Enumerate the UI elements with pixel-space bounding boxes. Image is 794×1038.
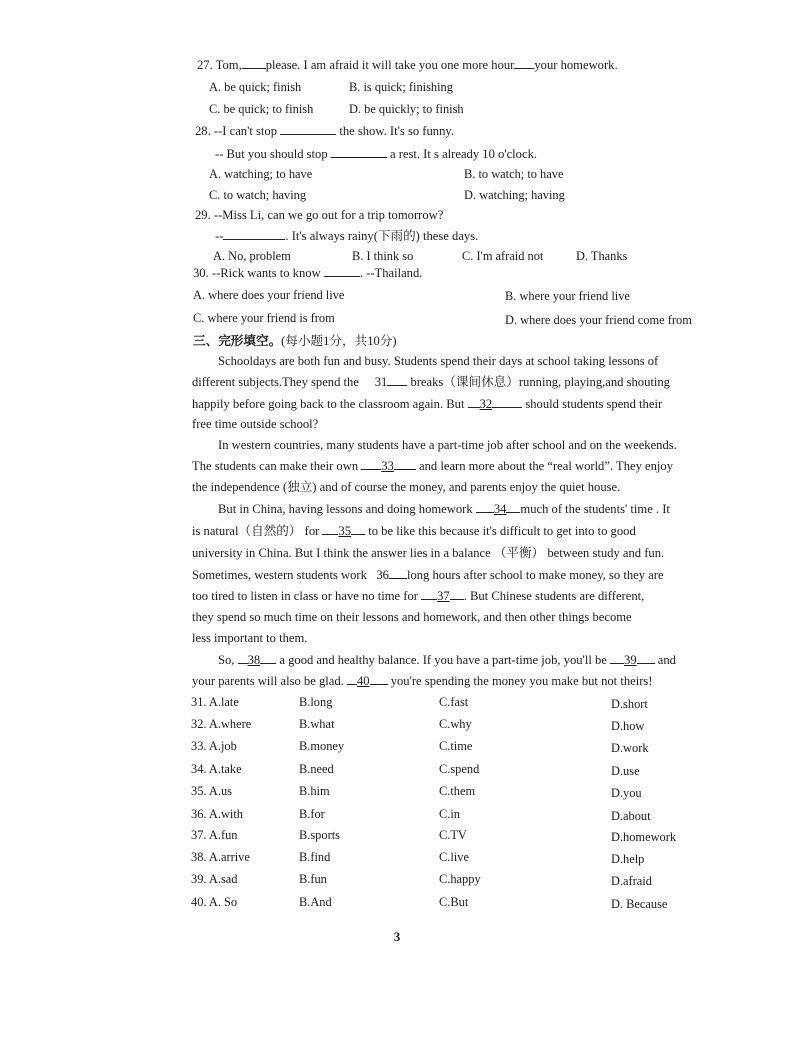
blank-32-line[interactable] <box>492 396 522 408</box>
choice-38-d[interactable]: D.help <box>611 852 645 866</box>
choice-36-d[interactable]: D.about <box>611 809 651 823</box>
blank-37: 37 <box>437 589 450 603</box>
q29-line2-suffix: . It's always rainy(下雨的) these days. <box>285 229 479 243</box>
question-29-reply <box>215 228 478 244</box>
choice-39-a[interactable]: 39. A.sad <box>191 872 238 886</box>
passage-p3-line7: less important to them. <box>192 631 308 645</box>
q30-prefix: 30. --Rick wants to know <box>193 266 321 280</box>
q28-prefix: 28. --I can't stop <box>195 124 278 138</box>
q30-suffix: . --Thailand. <box>359 266 423 280</box>
blank-35-pre[interactable] <box>322 523 338 535</box>
choice-37-d[interactable]: D.homework <box>611 830 677 844</box>
q27-blank-2[interactable] <box>514 57 534 69</box>
blank-31: 31 <box>374 375 388 389</box>
blank-36: 36 <box>376 568 389 582</box>
passage-text: you're spending the money you make but not theirs! <box>390 674 653 688</box>
q28-option-b[interactable]: B. to watch; to have <box>464 167 564 181</box>
passage-p3-line3: university in China. But I think the answer lies in a balance （平衡） between study and fun. <box>192 546 665 560</box>
choice-39-c[interactable]: C.happy <box>439 872 481 886</box>
q28-line2-prefix: -- But you should stop <box>215 147 328 161</box>
blank-34: 34 <box>493 502 507 516</box>
choice-37-a[interactable]: 37. A.fun <box>191 828 238 842</box>
choice-35-b[interactable]: B.him <box>299 784 330 798</box>
choice-38-b[interactable]: B.find <box>299 850 331 864</box>
passage-text: much of the students' time . It <box>520 502 670 516</box>
choice-31-a[interactable]: 31. A.late <box>191 695 239 709</box>
blank-32-pre[interactable] <box>468 396 480 408</box>
q30-option-d[interactable]: D. where does your friend come from <box>505 313 692 327</box>
question-28 <box>195 123 454 139</box>
q27-option-d[interactable]: D. be quickly; to finish <box>349 102 464 116</box>
choice-36-b[interactable]: B.for <box>299 807 325 821</box>
choice-38-c[interactable]: C.live <box>439 850 469 864</box>
passage-p3-line1 <box>218 501 670 517</box>
blank-39-pre[interactable] <box>610 652 624 664</box>
question-28-reply <box>215 146 537 162</box>
choice-34-d[interactable]: D.use <box>611 764 640 778</box>
passage-p4-line1: So, 38 a good and healthy balance. If you have a part-time job, you'll be 39 and <box>218 653 676 667</box>
q30-option-a[interactable]: A. where does your friend live <box>193 288 345 302</box>
blank-39-line[interactable] <box>637 652 655 664</box>
blank-39: 39 <box>624 653 637 667</box>
choice-34-a[interactable]: 34. A.take <box>191 762 242 776</box>
question-29: 29. --Miss Li, can we go out for a trip tomorrow? <box>195 208 444 222</box>
passage-p3-line2 <box>192 523 636 539</box>
blank-33-line[interactable] <box>394 458 416 470</box>
q29-option-b[interactable]: B. I think so <box>352 249 414 263</box>
choice-38-a[interactable]: 38. A.arrive <box>191 850 250 864</box>
choice-32-b[interactable]: B.what <box>299 717 335 731</box>
passage-p3-line6: they spend so much time on their lessons and homework, and then other things become <box>192 610 632 624</box>
q29-option-d[interactable]: D. Thanks <box>576 249 628 263</box>
passage-text: Sometimes, western students work <box>192 568 367 582</box>
q27-suffix: your homework. <box>534 58 618 72</box>
choice-31-b[interactable]: B.long <box>299 695 333 709</box>
q27-option-c[interactable]: C. be quick; to finish <box>209 102 314 116</box>
blank-35-line[interactable] <box>351 523 365 535</box>
blank-40-pre[interactable] <box>347 673 357 685</box>
choice-33-a[interactable]: 33. A.job <box>191 739 237 753</box>
choice-35-d[interactable]: D.you <box>611 786 642 800</box>
choice-35-c[interactable]: C.them <box>439 784 476 798</box>
passage-p1-line4: free time outside school? <box>192 417 319 431</box>
q28-option-c[interactable]: C. to watch; having <box>209 188 307 202</box>
q28-suffix: the show. It's so funny. <box>339 124 454 138</box>
passage-text: too tired to listen in class or have no time for <box>192 589 418 603</box>
passage-p2-line1: In western countries, many students have a part-time job after school and on the weekends. <box>218 438 677 452</box>
blank-34-line[interactable] <box>506 501 520 513</box>
q29-line2-prefix: -- <box>215 229 224 243</box>
section-heading <box>193 333 397 349</box>
passage-text: should students spend their <box>525 397 663 411</box>
passage-text: breaks（课间休息）running, playing,and shouting <box>410 375 670 389</box>
q28-line2-suffix: a rest. It s already 10 o'clock. <box>389 147 538 161</box>
blank-37-line[interactable] <box>450 588 464 600</box>
question-30 <box>193 265 422 281</box>
choice-36-c[interactable]: C.in <box>439 807 460 821</box>
blank-33: 33 <box>381 459 394 473</box>
q27-mid: please. I am afraid it will take you one more hour <box>265 58 515 72</box>
blank-40: 40 <box>356 674 370 688</box>
q30-option-c[interactable]: C. where your friend is from <box>193 311 335 325</box>
q28-blank-2[interactable] <box>331 146 387 158</box>
choice-40-a[interactable]: 40. A. So <box>191 895 238 909</box>
q29-option-a[interactable]: A. No, problem <box>213 249 291 263</box>
q27-option-a[interactable]: A. be quick; finish <box>209 80 302 94</box>
q28-option-d[interactable]: D. watching; having <box>464 188 565 202</box>
q28-blank-1[interactable] <box>280 123 336 135</box>
blank-36-line[interactable] <box>389 567 407 579</box>
passage-p1-line3 <box>192 396 662 412</box>
question-27 <box>197 57 618 73</box>
choice-33-b[interactable]: B.money <box>299 739 345 753</box>
choice-39-d[interactable]: D.afraid <box>611 874 652 888</box>
passage-text: long hours after school to make money, so they are <box>406 568 664 582</box>
choice-34-c[interactable]: C.spend <box>439 762 480 776</box>
passage-p2-line3: the independence (独立) and of course the money, and parents enjoy the quiet house. <box>192 480 621 494</box>
q28-option-a[interactable]: A. watching; to have <box>209 167 313 181</box>
page-number: 3 <box>393 929 401 944</box>
blank-34-pre[interactable] <box>476 501 494 513</box>
passage-text: happily before going back to the classroom again. But <box>192 397 465 411</box>
section-title: 三、完形填空。 <box>193 334 282 348</box>
passage-p3-line4 <box>192 567 664 583</box>
passage-text: a good and healthy balance. If you have a part-time job, you'll be <box>279 653 607 667</box>
passage-p4-line2 <box>192 673 653 689</box>
q27-option-b[interactable]: B. is quick; finishing <box>349 80 453 94</box>
passage-text: The students can make their own <box>192 459 359 473</box>
choice-33-c[interactable]: C.time <box>439 739 473 753</box>
choice-34-b[interactable]: B.need <box>299 762 334 776</box>
q27-blank-1[interactable] <box>242 57 266 69</box>
choice-37-c[interactable]: C.TV <box>439 828 467 842</box>
choice-32-a[interactable]: 32. A.where <box>191 717 252 731</box>
passage-text: your parents will also be glad. <box>192 674 344 688</box>
choice-37-b[interactable]: B.sports <box>299 828 340 842</box>
choice-32-d[interactable]: D.how <box>611 719 645 733</box>
choice-35-a[interactable]: 35. A.us <box>191 784 232 798</box>
q30-blank[interactable] <box>324 265 360 277</box>
choice-31-c[interactable]: C.fast <box>439 695 469 709</box>
choice-39-b[interactable]: B.fun <box>299 872 327 886</box>
choice-32-c[interactable]: C.why <box>439 717 472 731</box>
choice-33-d[interactable]: D.work <box>611 741 649 755</box>
passage-text: But in China, having lessons and doing homework <box>218 502 473 516</box>
q29-blank[interactable] <box>223 228 285 240</box>
choice-31-d[interactable]: D.short <box>611 697 648 711</box>
blank-40-line[interactable] <box>370 673 388 685</box>
passage-text: is natural（自然的） for <box>192 524 320 538</box>
choice-40-c[interactable]: C.But <box>439 895 469 909</box>
q29-option-c[interactable]: C. I'm afraid not <box>462 249 544 263</box>
blank-38: 38 <box>247 653 261 667</box>
blank-37-pre[interactable] <box>421 588 437 600</box>
blank-31-line[interactable] <box>387 374 407 386</box>
q30-option-b[interactable]: B. where your friend live <box>505 289 630 303</box>
passage-text: . But Chinese students are different, <box>463 589 645 603</box>
passage-p2-line2 <box>192 458 673 474</box>
choice-40-b[interactable]: B.And <box>299 895 332 909</box>
blank-38-line[interactable] <box>260 652 276 664</box>
blank-33-pre[interactable] <box>361 458 381 470</box>
passage-p1-line2 <box>192 374 670 390</box>
passage-p1-line1: Schooldays are both fun and busy. Students spend their days at school taking lessons of <box>218 354 659 368</box>
blank-38-pre[interactable] <box>238 652 248 664</box>
passage-text: to be like this because it's difficult to get into to good <box>368 524 636 538</box>
blank-32: 32 <box>479 397 493 411</box>
choice-40-d[interactable]: D. Because <box>611 897 668 911</box>
blank-35: 35 <box>338 524 352 538</box>
passage-text: and learn more about the “real world”. They enjoy <box>419 459 674 473</box>
passage-text: So, <box>218 653 235 667</box>
q27-prefix: 27. Tom, <box>197 58 242 72</box>
passage-text: different subjects.They spend the <box>192 375 359 389</box>
passage-p3-line5 <box>192 588 644 604</box>
choice-36-a[interactable]: 36. A.with <box>191 807 243 821</box>
section-note: (每小题1分，共10分) <box>281 334 397 348</box>
